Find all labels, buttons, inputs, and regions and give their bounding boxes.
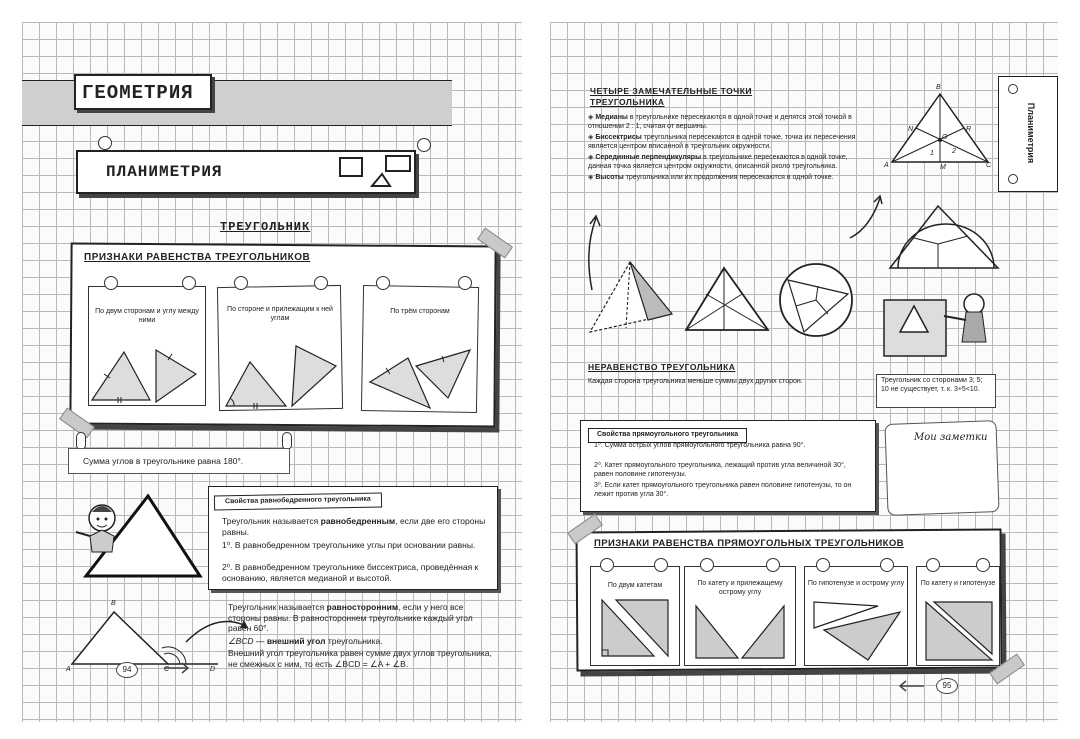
arrow-decoration-icon xyxy=(848,192,888,242)
ring-icon xyxy=(314,276,328,290)
ring-icon xyxy=(976,558,990,572)
ring-icon xyxy=(182,276,196,290)
ring-icon xyxy=(234,276,248,290)
right-page xyxy=(550,22,1058,722)
side-tab-label: Планиметрия xyxy=(1026,102,1036,164)
notes-label: Мои заметки xyxy=(914,432,988,443)
ring-icon xyxy=(458,276,472,290)
exterior-angle-rule: Внешний угол треугольника равен сумме двух углов треугольника, не смежных с ним, то есть ∠BCD = ∠A + ∠B. xyxy=(228,648,492,669)
ring-icon xyxy=(926,558,940,572)
point-label: O xyxy=(942,134,948,141)
point-label: N xyxy=(908,126,914,133)
exterior-angle-figure xyxy=(68,602,248,678)
pin-icon xyxy=(417,138,431,152)
shapes-icon xyxy=(338,154,418,194)
arrow-decoration-icon xyxy=(162,662,192,674)
isosceles-title: Свойства равнобедренного треугольника xyxy=(214,493,382,510)
point-label: B xyxy=(936,84,941,91)
isosceles-definition: Треугольник называется равнобедренным, если две его стороны равны. xyxy=(222,516,486,537)
ring-icon xyxy=(880,558,894,572)
angle-sum-note: Сумма углов в треугольнике равна 180°. xyxy=(68,448,290,474)
page-number: 94 xyxy=(116,662,138,678)
ring-icon xyxy=(816,558,830,572)
header-title: ГЕОМЕТРИЯ xyxy=(82,82,194,104)
point-label: D xyxy=(210,666,216,673)
points-item: ◈ Биссектрисы треугольника пересекаются в одной точке, точка их пересечения является центром вписанной в треугольник окружности. xyxy=(588,134,856,150)
points-item: ◈ Высоты треугольника или их продолжения пересекаются в одной точке. xyxy=(588,174,834,181)
isosceles-property-1: 1⁰. В равнобедренном треугольнике углы при основании равны. xyxy=(222,540,476,550)
pin-icon xyxy=(1008,174,1018,184)
ring-icon xyxy=(600,558,614,572)
equilateral-definition: Треугольник называется равносторонним, если у него все стороны равны. В равностороннем треугольнике каждый угол равен 60°. xyxy=(228,602,473,633)
ring-icon xyxy=(766,558,780,572)
medians-triangle-figure xyxy=(880,86,1000,176)
point-label: 1 xyxy=(930,150,934,157)
arrow-decoration-icon xyxy=(578,212,608,292)
right-card-caption: По двум катетам xyxy=(607,582,663,589)
pin-icon xyxy=(1008,84,1018,94)
inequality-note: Треугольник со сторонами 3; 5; 10 не существует, т. к. 3+5<10. xyxy=(876,374,996,408)
right-triangle-property-1: 1⁰. Сумма острых углов прямоугольного треугольника равна 90°. xyxy=(594,442,806,449)
point-label: A xyxy=(884,162,889,169)
point-label: A xyxy=(66,666,71,673)
card-caption: По стороне и прилежащим к ней углам xyxy=(227,306,333,322)
right-congruence-title: ПРИЗНАКИ РАВЕНСТВА ПРЯМОУГОЛЬНЫХ ТРЕУГОЛЬНИКОВ xyxy=(594,538,904,549)
points-title: ЧЕТЫРЕ ЗАМЕЧАТЕЛЬНЫЕ ТОЧКИ ТРЕУГОЛЬНИКА xyxy=(590,86,753,107)
left-page xyxy=(22,22,522,722)
circumcircle-construction-figure xyxy=(776,260,856,340)
congruence-title: ПРИЗНАКИ РАВЕНСТВА ТРЕУГОЛЬНИКОВ xyxy=(84,252,311,263)
inequality-text: Каждая сторона треугольника меньше суммы двух других сторон. xyxy=(588,378,803,385)
isosceles-property-2: 2⁰. В равнобедренном треугольнике биссектриса, проведённая к основанию, является медианой и высотой. xyxy=(222,562,479,583)
ring-icon xyxy=(104,276,118,290)
ring-icon xyxy=(700,558,714,572)
right-card-caption: По гипотенузе и острому углу xyxy=(807,580,905,587)
card-caption: По двум сторонам и углу между ними xyxy=(95,308,199,324)
points-item: ◈ Серединные перпендикуляры в треугольнике пересекаются в одной точке, данная точка является центром окружности, описанной около треугольника. xyxy=(588,154,848,170)
right-triangles-figure xyxy=(808,598,908,664)
right-triangle-property-3: 3⁰. Если катет прямоугольного треугольника равен половине гипотенузы, то он лежит против угла 30°. xyxy=(594,482,852,498)
point-label: C xyxy=(986,162,992,169)
points-item: ◈ Медианы в треугольнике пересекаются в одной точке и делятся этой точкой в отношении 2 : 1, считая от вершины. xyxy=(588,114,852,130)
right-triangles-figure xyxy=(688,602,796,664)
circumcircle-figure xyxy=(884,194,1004,278)
points-list xyxy=(588,114,870,183)
arrow-decoration-icon xyxy=(896,680,926,692)
card-caption: По трём сторонам xyxy=(390,308,450,315)
right-triangles-figure xyxy=(594,596,678,662)
inequality-title: НЕРАВЕНСТВО ТРЕУГОЛЬНИКА xyxy=(588,362,736,372)
boy-board-illustration xyxy=(878,290,998,362)
point-label: M xyxy=(940,164,946,171)
right-card-caption: По катету и прилежащему острому углу xyxy=(697,580,783,596)
exterior-angle-definition: ∠BCD — внешний угол треугольника. xyxy=(228,636,383,646)
point-label: C xyxy=(164,666,170,673)
section-title: ПЛАНИМЕТРИЯ xyxy=(106,163,223,181)
right-card-caption: По катету и гипотенузе xyxy=(920,580,996,587)
triangle-pair-figure xyxy=(364,322,480,412)
triangle-pair-figure xyxy=(88,322,208,412)
boy-triangle-illustration xyxy=(66,488,216,588)
right-triangle-property-2: 2⁰. Катет прямоугольного треугольника, лежащий против угла величиной 30°, равен половине гипотенузы. xyxy=(594,462,846,478)
right-triangles-figure xyxy=(920,598,1000,664)
point-label: 2 xyxy=(952,148,956,155)
altitudes-figure xyxy=(684,264,770,334)
topic-title: ТРЕУГОЛЬНИК xyxy=(220,220,311,234)
triangle-pair-figure xyxy=(220,322,344,412)
ring-icon xyxy=(654,558,668,572)
pin-icon xyxy=(98,136,112,150)
page-number: 95 xyxy=(936,678,958,694)
point-label: R xyxy=(966,126,972,133)
point-label: B xyxy=(111,600,116,607)
ring-icon xyxy=(376,276,390,290)
right-triangle-title: Свойства прямоугольного треугольника xyxy=(588,428,747,443)
